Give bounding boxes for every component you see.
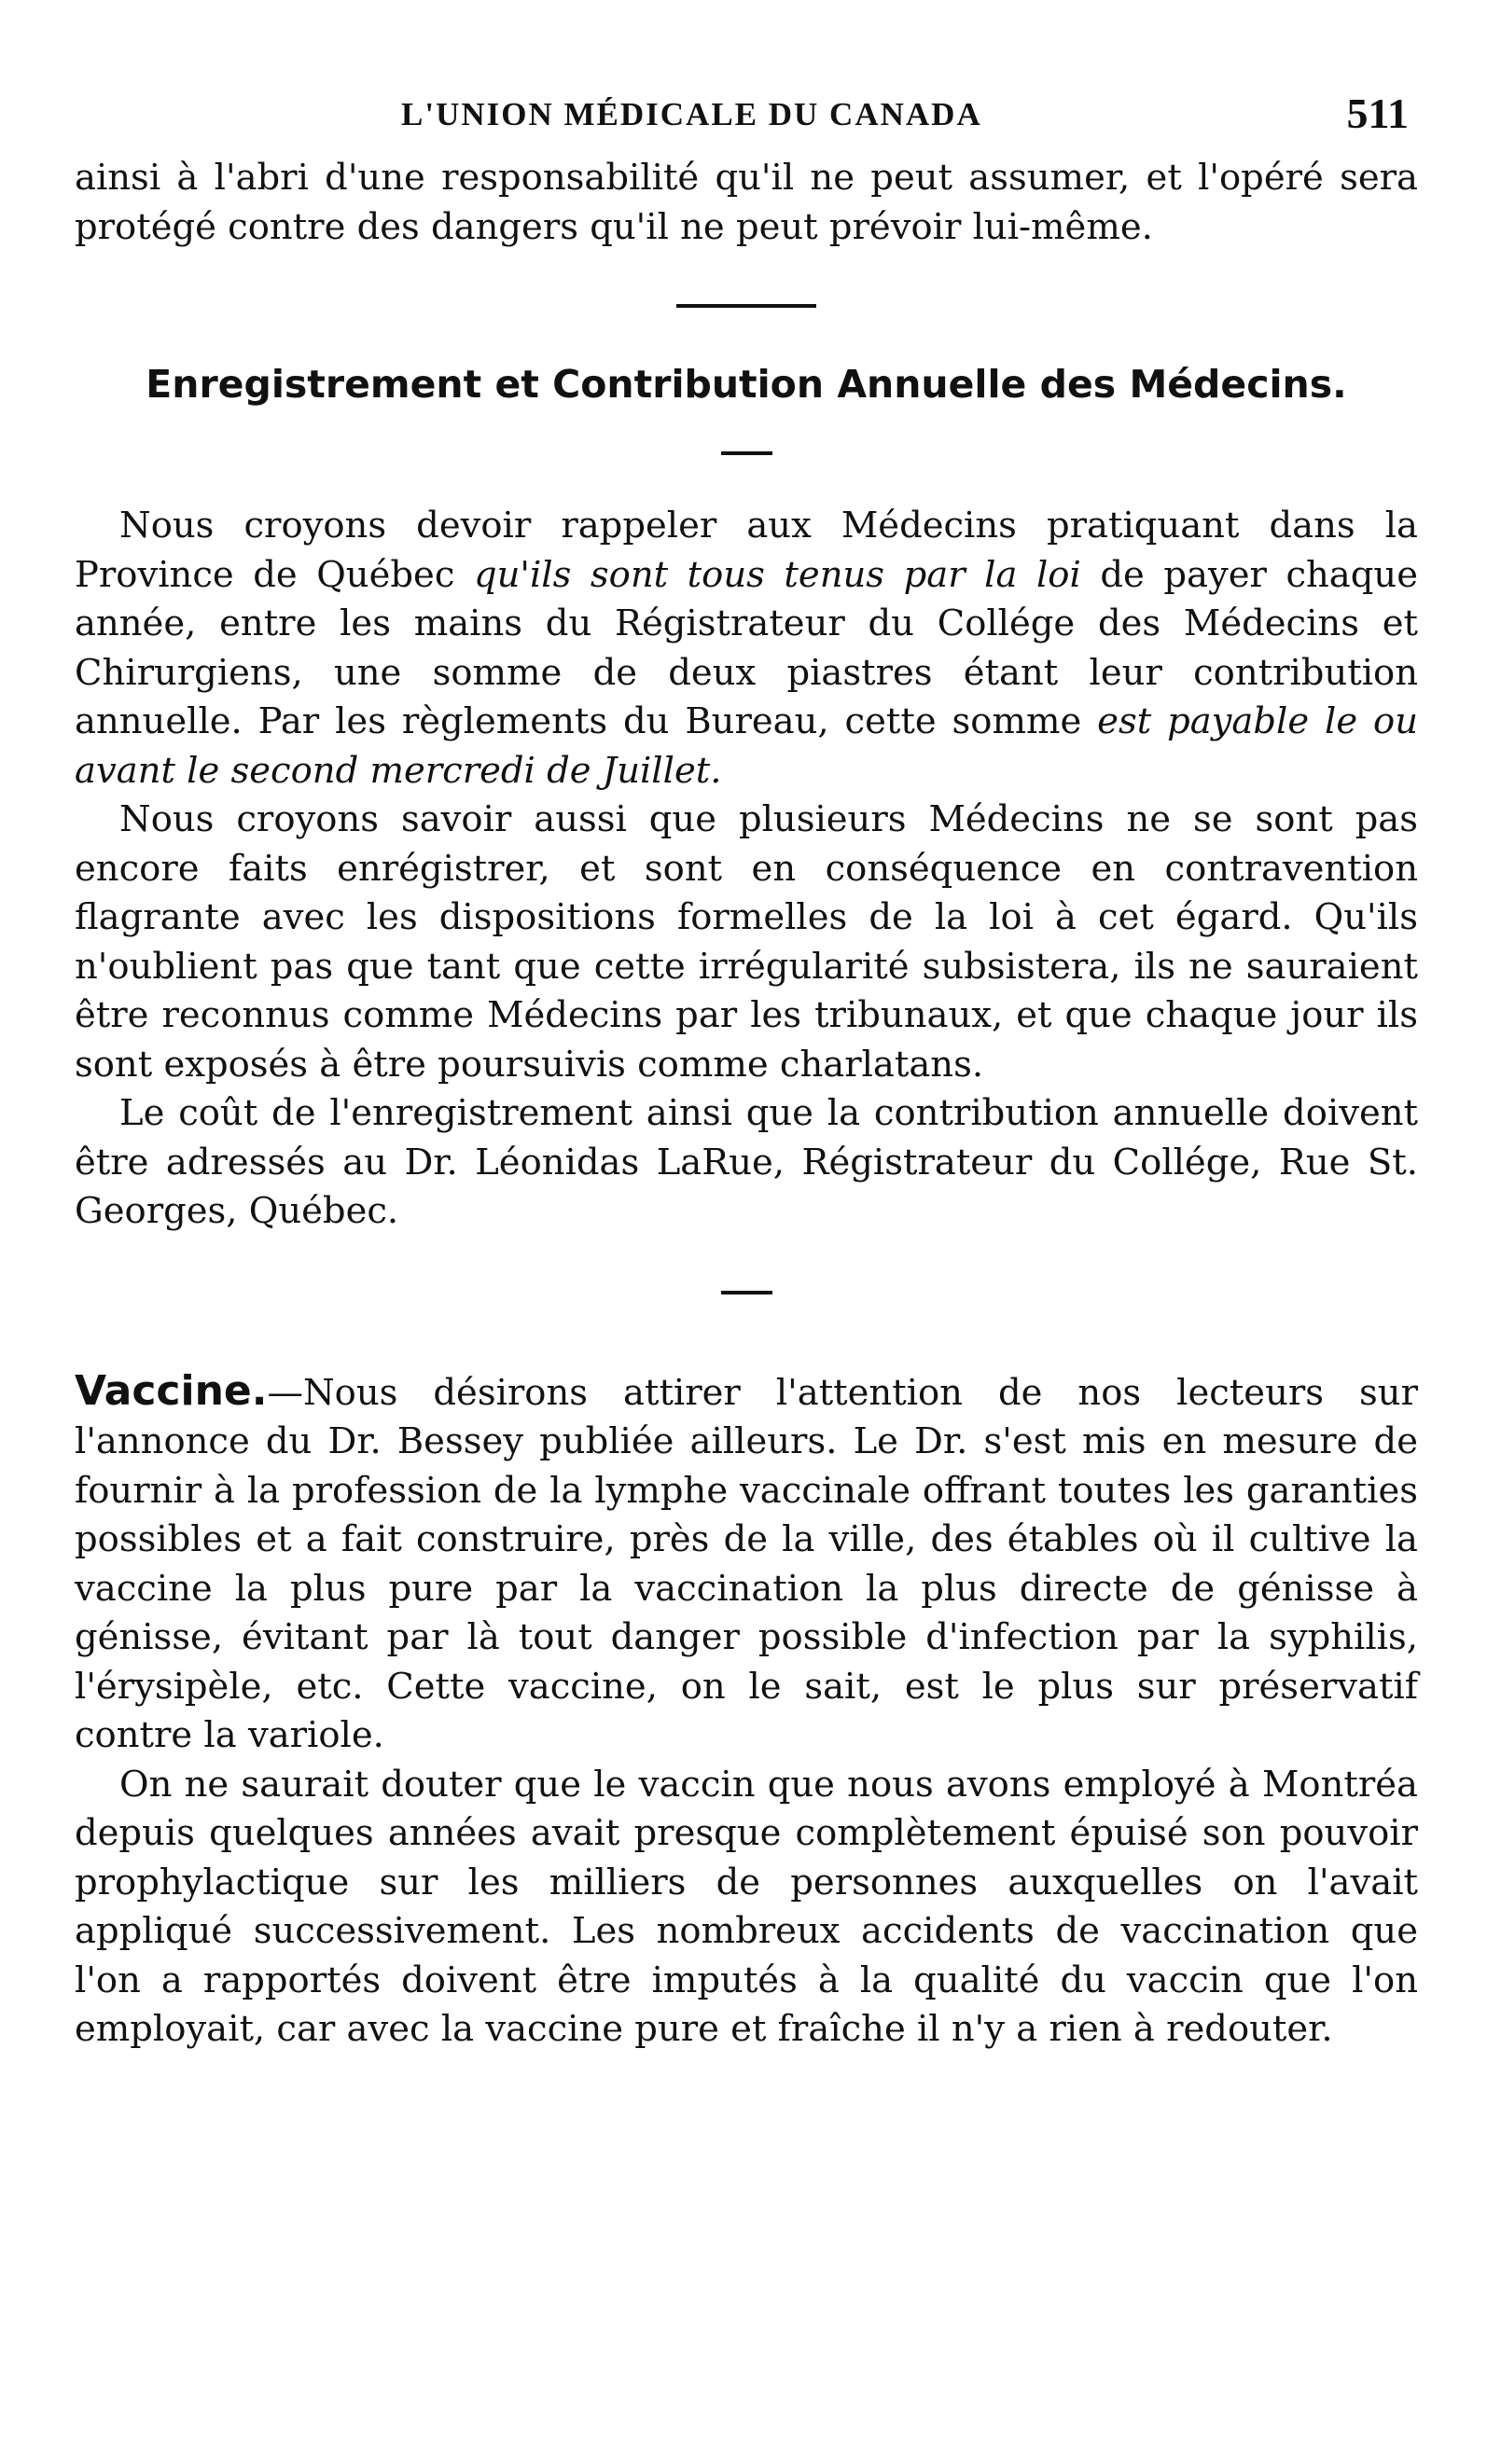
intro-paragraph: ainsi à l'abri d'une responsabilité qu'il ne peut assumer, et l'opéré sera protégé contre des dangers qu'il ne peut prévoir lui-même. [75,157,1418,248]
paragraph-text: de payer chaque année, entre les mains du Régistrateur du Collége des Médecins et Chirurgiens, une somme de deux piastres étant leur contribution annuelle. Par les règlements du Bureau, cette somme [75,553,1418,742]
vaccine-paragraph-2: On ne saurait douter que le vaccin que nous avons employé à Montréa depuis quelques années avait presque complètement épuisé son pouvoir prophylactique sur les milliers de personnes auxquelles on l'avait appliqué successivement. Les nombreux accidents de vaccination que l'on a rapportés doivent être imputés à la qualité du vaccin que l'on employait, car avec la vaccine pure et fraîche il n'y a rien à redouter. [75,1763,1418,2050]
section-title: Enregistrement et Contribution Annuelle des Médecins. [146,362,1347,407]
registration-paragraph-3: Le coût de l'enregistrement ainsi que la contribution annuelle doivent être adressés au Dr. Léonidas LaRue, Régistrateur du Collége, Rue St. Georges, Québec. [75,1092,1418,1232]
vaccine-lead: Vaccine. [75,1366,268,1415]
running-header [75,89,1418,154]
registration-paragraph-1 [75,502,1418,796]
journal-title: L'UNION MÉDICALE DU CANADA [401,96,982,132]
title-divider [721,451,772,455]
paragraph-text: Nous croyons devoir rappeler aux Médecins pratiquant dans la Province de Québec [75,505,1418,596]
paragraph-text: —Nous désirons attirer l'attention de nos lecteurs sur l'annonce du Dr. Bessey publiée ailleurs. Le Dr. s'est mis en mesure de fournir à la profession de la lymphe vaccinale offrant toutes les garanties possibles et a fait construire, près de la ville, des étables où il cultive la vaccine la plus pure par la vaccination la plus directe de génisse à génisse, évitant par là tout danger possible d'infection par la syphilis, l'érysipèle, etc. Cette vaccine, on le sait, est le plus sur préservatif contre la variole. [75,1371,1418,1756]
emphasis-text: est payable le ou avant le second mercredi de Juillet. [75,700,1418,792]
emphasis-text: qu'ils sont tous tenus par la loi [473,553,1081,596]
registration-paragraph-2: Nous croyons savoir aussi que plusieurs Médecins ne se sont pas encore faits enrégistrer, et sont en conséquence en contravention flagrante avec les dispositions formelles de la loi à cet égard. Qu'ils n'oublient pas que tant que cette irrégularité subsistera, ils ne sauraient être reconnus comme Médecins par les tribunaux, et que chaque jour ils sont exposés à être poursuivis comme charlatans. [75,798,1418,1086]
section-divider [721,1291,772,1294]
document-page [75,89,1418,2055]
page-number: 511 [1346,90,1409,137]
vaccine-paragraph-1 [75,1367,1418,1761]
section-divider [676,304,816,308]
